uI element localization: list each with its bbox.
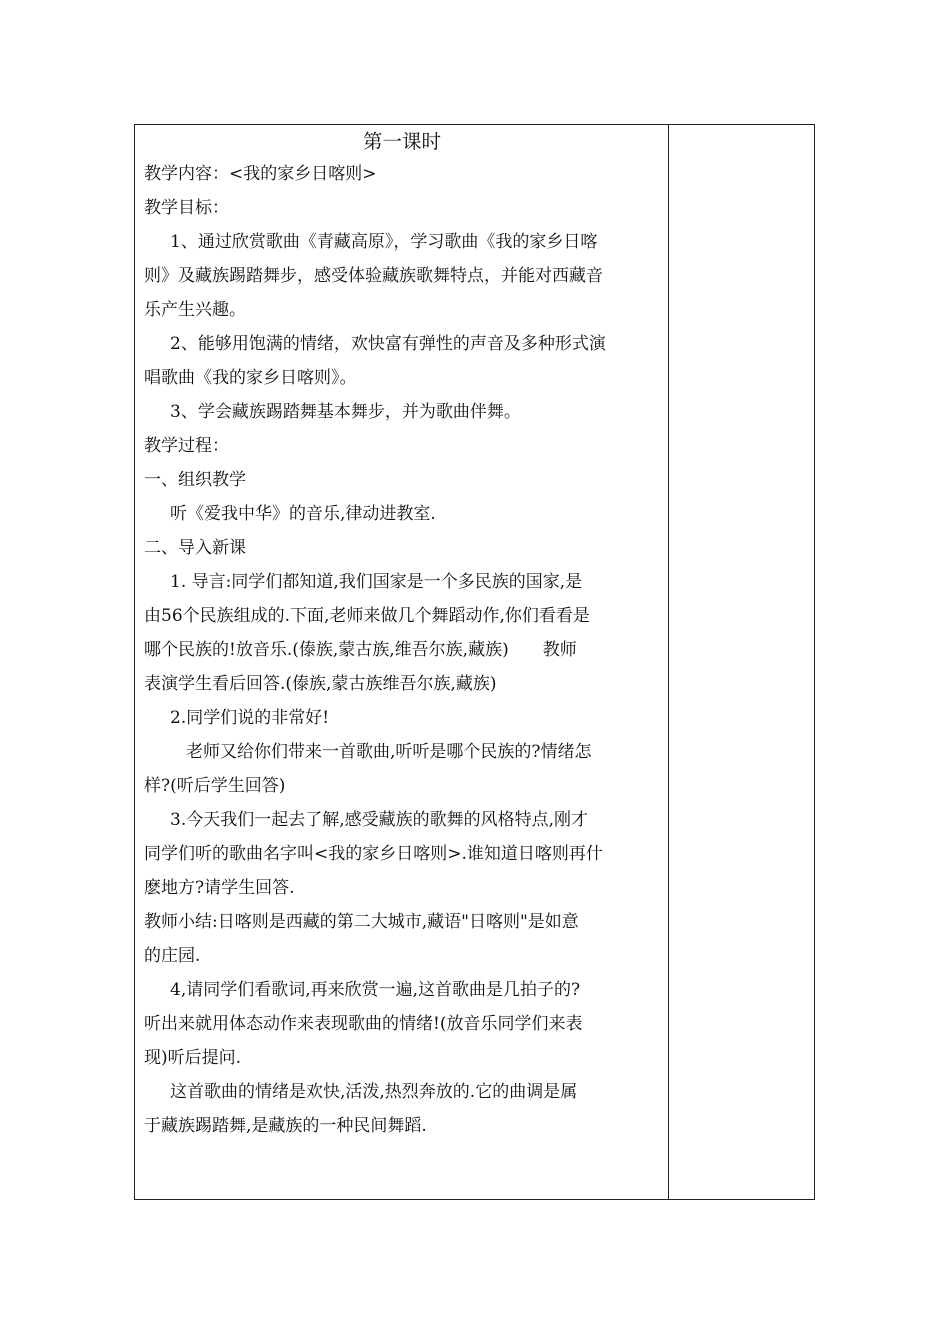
- text-line: 哪个民族的!放音乐.(傣族,蒙古族,维吾尔族,藏族) 教师: [144, 640, 577, 660]
- text-line: 的庄园.: [144, 946, 201, 966]
- text-line: 老师又给你们带来一首歌曲,听听是哪个民族的?情绪怎: [186, 742, 592, 762]
- text-line: 同学们听的歌曲名字叫<我的家乡日喀则>.谁知道日喀则再什: [144, 844, 603, 864]
- lesson-title: 第一课时: [362, 130, 441, 153]
- text-line: 教学内容：<我的家乡日喀则>: [144, 164, 377, 184]
- text-line: 二、导入新课: [144, 538, 246, 558]
- text-line: 4,请同学们看歌词,再来欣赏一遍,这首歌曲是几拍子的?: [170, 980, 581, 1000]
- text-line: 这首歌曲的情绪是欢快,活泼,热烈奔放的.它的曲调是属: [170, 1082, 578, 1102]
- text-line: 由56个民族组成的.下面,老师来做几个舞蹈动作,你们看看是: [144, 606, 590, 626]
- text-line: 1. 导言:同学们都知道,我们国家是一个多民族的国家,是: [170, 572, 583, 592]
- text-line: 教师小结:日喀则是西藏的第二大城市,藏语"日喀则"是如意: [144, 912, 579, 932]
- text-line: 听《爱我中华》的音乐,律动进教室.: [170, 504, 436, 524]
- text-line: 教学目标：: [144, 198, 229, 218]
- text-line: 3.今天我们一起去了解,感受藏族的歌舞的风格特点,刚才: [170, 810, 589, 830]
- text-line: 现)听后提问.: [144, 1048, 242, 1068]
- text-line: 样?(听后学生回答): [144, 776, 286, 796]
- text-line: 一、组织教学: [144, 470, 246, 490]
- text-line: 于藏族踢踏舞,是藏族的一种民间舞蹈.: [144, 1116, 427, 1136]
- text-line: 3、学会藏族踢踏舞基本舞步，并为歌曲伴舞。: [170, 402, 521, 422]
- text-line: 教学过程：: [144, 436, 229, 456]
- text-line: 1、通过欣赏歌曲《青藏高原》，学习歌曲《我的家乡日喀: [170, 232, 598, 252]
- text-line: 麽地方?请学生回答.: [144, 878, 295, 898]
- text-line: 乐产生兴趣。: [144, 300, 246, 320]
- text-line: 则》及藏族踢踏舞步，感受体验藏族歌舞特点，并能对西藏音: [144, 266, 603, 286]
- text-line: 表演学生看后回答.(傣族,蒙古族维吾尔族,藏族): [144, 674, 497, 694]
- column-divider: [668, 125, 669, 1199]
- text-line: 唱歌曲《我的家乡日喀则》。: [144, 368, 357, 388]
- lesson-content: [144, 125, 660, 1143]
- text-line: 听出来就用体态动作来表现歌曲的情绪!(放音乐同学们来表: [144, 1014, 583, 1034]
- text-line: 2、能够用饱满的情绪，欢快富有弹性的声音及多种形式演: [170, 334, 606, 354]
- text-line: 2.同学们说的非常好!: [170, 708, 330, 728]
- lesson-table: [134, 124, 815, 1200]
